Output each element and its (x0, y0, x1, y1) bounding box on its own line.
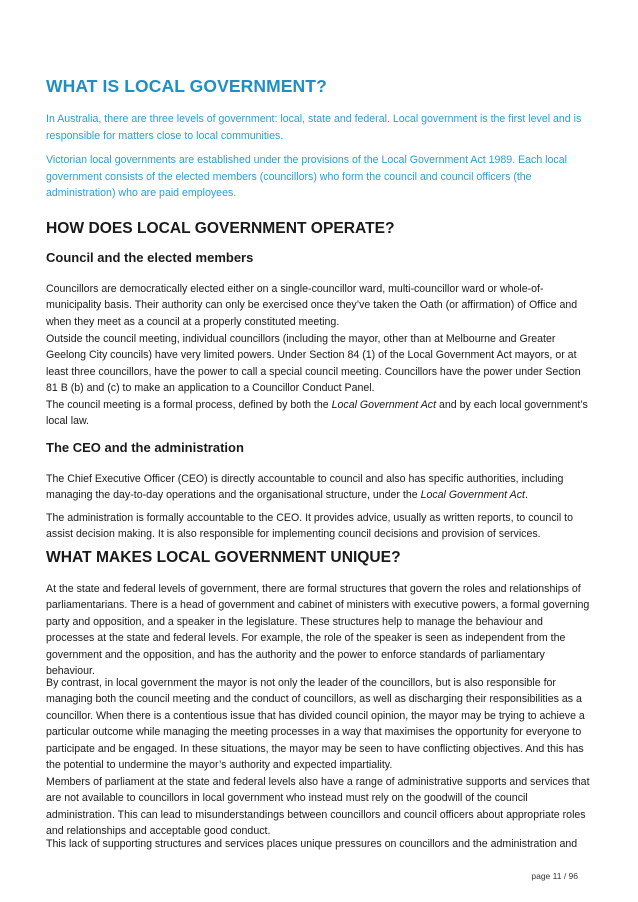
ceo-paragraph-1-act-title: Local Government Act (420, 489, 525, 502)
unique-paragraph-4: This lack of supporting structures and services places unique pressures on councillors and the administration and (46, 838, 578, 850)
unique-paragraph-2: By contrast, in local government the mayor is not only the leader of the councillors, but is also responsible for managing both the council meeting and the conduct of councillors, as well as discharging their responsibilities as a councillor. When there is a contentious issue that has divided council opinion, the mayor may be trying to achieve a particular outcome while managing the meeting processes in a way that maximises the opportunity for everyone to participate and be engaged. In these situations, the mayor may be seen to have conflicting objectives. And this has the potential to undermine the mayor’s authority and expected impartiality. (46, 677, 585, 772)
council-paragraph-2: Outside the council meeting, individual councillors (including the mayor, other than at Melbourne and Greater Geelong City councils) have very limited powers. Under Section 84 (1) of the Local Government Act mayors, or at least three councillors, have the power to call a special council meeting. Councillors have the power under Section 81 B (b) and (c) to make an application to a Councillor Conduct Panel. (46, 333, 581, 395)
council-paragraph-3-act-title: Local Government Act (331, 399, 437, 411)
heading-what-makes-local-government-unique: WHAT MAKES LOCAL GOVERNMENT UNIQUE? (46, 549, 401, 566)
ceo-paragraph-1-part-b: . (524, 489, 528, 502)
heading-how-does-local-government-operate: HOW DOES LOCAL GOVERNMENT OPERATE? (46, 220, 395, 237)
council-paragraph-3-part-b: and by each local government’s local law. (46, 399, 588, 428)
subheading-council-elected-members: Council and the elected members (46, 250, 254, 265)
ceo-paragraph-1 (46, 471, 594, 504)
intro-paragraph-1: In Australia, there are three levels of government: local, state and federal. Local government is the first level and is responsible for matters close to local communities. (46, 113, 582, 142)
intro-paragraph-2: Victorian local governments are established under the provisions of the Local Government Act 1989. Each local government consists of the elected members (councillors) who form the council and council officers (the administration) who are paid employees. (46, 154, 567, 200)
page-number: page 11 / 96 (531, 871, 578, 881)
council-paragraph-3 (46, 397, 594, 430)
subheading-ceo-administration: The CEO and the administration (46, 440, 244, 455)
ceo-paragraph-2: The administration is formally accountable to the CEO. It provides advice, usually as written reports, to council to assist decision making. It is also responsible for implementing council decisions and provision of services. (46, 512, 573, 541)
council-paragraph-1: Councillors are democratically elected either on a single-councillor ward, multi-councillor ward or whole-of-municipality basis. Their authority can only be exercised once they’ve taken the Oath (or affirmation) of Office and when they meet as a council at a properly constituted meeting. (46, 283, 578, 328)
heading-what-is-local-government: WHAT IS LOCAL GOVERNMENT? (46, 76, 327, 96)
council-paragraph-3-part-a: The council meeting is a formal process, defined by both the (46, 399, 332, 411)
unique-paragraph-3: Members of parliament at the state and federal levels also have a range of administrative supports and services that are not available to councillors in local government who instead must rely on the goodwill of the council administration. This can lead to misunderstandings between councillors and council officers about appropriate roles and relationships and acceptable good conduct. (46, 776, 590, 838)
ceo-paragraph-1-part-a: The Chief Executive Officer (CEO) is directly accountable to council and also has specific authorities, including managing the day-to-day operations and the organisational structure, under the (46, 473, 564, 502)
unique-paragraph-1: At the state and federal levels of government, there are formal structures that govern the roles and relationships of parliamentarians. There is a head of government and cabinet of ministers with executive powers, a formal governing party and opposition, and a speaker in the legislature. These structures help to manage the behaviour and processes at the state and federal levels. For example, the role of the speaker is seen as independent from the government and the opposition, and has the authority and the power to enforce standards of parliamentary behaviour. (46, 583, 590, 678)
